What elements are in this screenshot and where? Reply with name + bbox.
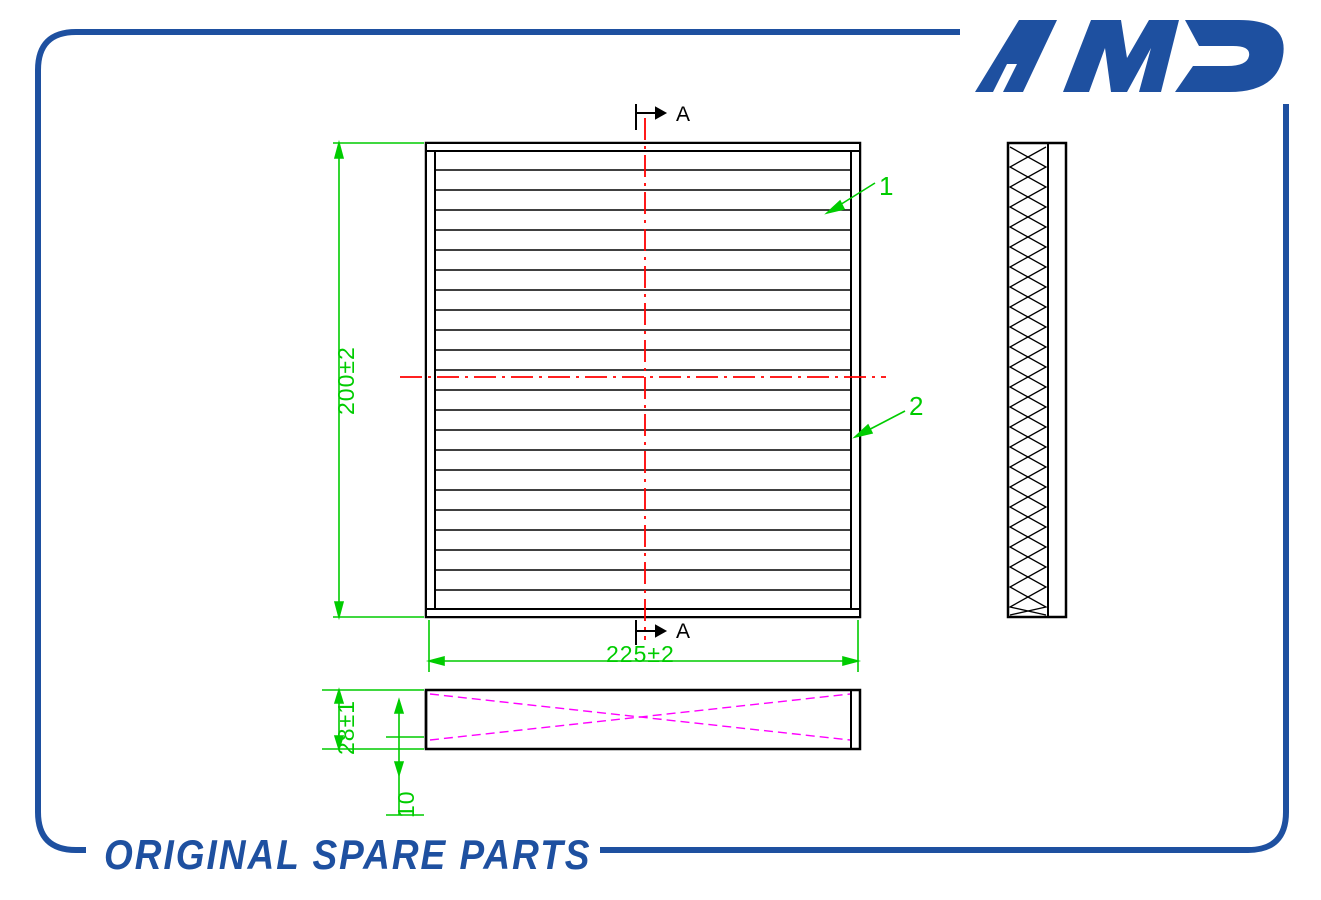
bottom-edge-view [426,690,860,749]
balloon-1-label: 1 [879,171,895,201]
footer-tagline: ORIGINAL SPARE PARTS [104,832,592,878]
dimension-width-label: 225±2 [606,641,675,667]
section-mark-bottom-label: A [676,620,691,643]
dimension-frame-depth-label: 10 [393,790,419,818]
leader-2 [855,411,905,437]
dimension-height-label: 200±2 [333,346,359,415]
section-mark-top [636,104,665,130]
section-mark-top-label: A [676,103,691,126]
dimension-thickness-label: 28±1 [333,700,359,755]
balloon-2-label: 2 [909,391,925,421]
side-view-section [1008,143,1066,617]
